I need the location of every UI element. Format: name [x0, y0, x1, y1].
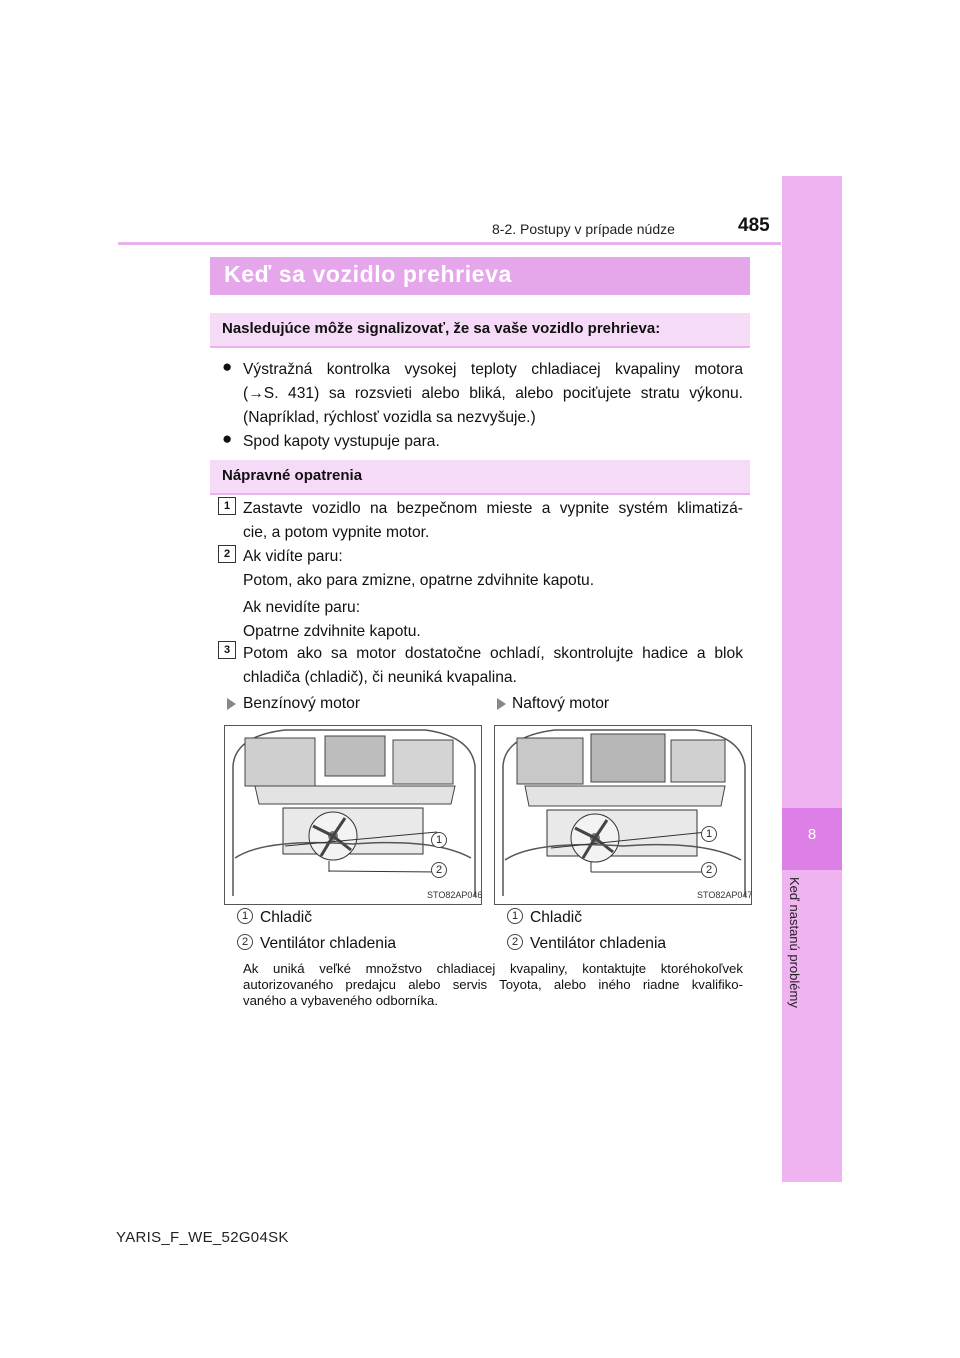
header-rule [118, 242, 781, 245]
engine-bay-illustration [495, 726, 751, 904]
step-3-line1: Potom ako sa motor dostatočne ochladí, skontrolujte hadice a blok [243, 645, 743, 662]
caption-arrow-icon [227, 698, 236, 710]
step-1-number: 1 [218, 497, 236, 515]
legend-left-radiator: Chladič [260, 909, 313, 926]
figure-left-caption: Benzínový motor [243, 695, 361, 712]
bullet2-text: Spod kapoty vystupuje para. [243, 433, 440, 450]
step-2-line1: Ak vidíte paru: [243, 548, 343, 565]
figure-gasoline-engine [224, 725, 482, 905]
step-2-line4: Opatrne zdvihnite kapotu. [243, 623, 421, 640]
figure-left-code: STO82AP046 [427, 890, 483, 900]
bullet1-line2: (→S. 431) sa rozsvieti alebo bliká, alebo pociťujete stratu výkonu. [243, 385, 743, 402]
remedy-heading: Nápravné opatrenia [222, 467, 363, 484]
chapter-number: 8 [807, 826, 817, 843]
note-line1: Ak uniká veľké množstvo chladiacej kvapaliny, kontaktujte ktoréhokoľvek [243, 961, 743, 976]
figure-diesel-engine [494, 725, 752, 905]
legend-left-fan: Ventilátor chladenia [260, 935, 397, 952]
step-1-line2: cie, a potom vypnite motor. [243, 524, 430, 541]
step-1-line1: Zastavte vozidlo na bezpečnom mieste a vypnite systém klimatizá- [243, 500, 743, 517]
callout-radiator-marker: 1 [701, 826, 717, 842]
legend-marker: 1 [237, 908, 253, 924]
legend-marker: 2 [237, 934, 253, 950]
section-label: 8-2. Postupy v prípade núdze [492, 221, 675, 237]
legend-right-fan: Ventilátor chladenia [530, 935, 667, 952]
step-2-line2: Potom, ako para zmizne, opatrne zdvihnite kapotu. [243, 572, 595, 589]
page-title: Keď sa vozidlo prehrieva [224, 261, 512, 287]
step-2-line3: Ak nevidíte paru: [243, 599, 361, 616]
step-3-line2: chladiča (chladič), či neuniká kvapalina. [243, 669, 517, 686]
figure-right-code: STO82AP047 [697, 890, 753, 900]
bullet1-line3: (Napríklad, rýchlosť vozidla sa nezvyšuje.) [243, 409, 536, 426]
note-line3: vaného a vybaveného odborníka. [243, 993, 439, 1008]
legend-right-radiator: Chladič [530, 909, 583, 926]
note-line2: autorizovaného predajcu alebo servis Toyota, alebo iného riadne kvalifiko- [243, 977, 743, 992]
figure-right-caption: Naftový motor [512, 695, 610, 712]
chapter-title: Keď nastanú problémy [787, 877, 802, 1008]
legend-marker: 1 [507, 908, 523, 924]
document-code: YARIS_F_WE_52G04SK [116, 1229, 289, 1246]
bullet1-line1: Výstražná kontrolka vysokej teploty chladiacej kvapaliny motora [243, 361, 743, 378]
step-3-number: 3 [218, 641, 236, 659]
signs-heading: Nasledujúce môže signalizovať, že sa vaše vozidlo prehrieva: [222, 320, 661, 337]
bullet-icon: ● [222, 429, 233, 448]
caption-arrow-icon [497, 698, 506, 710]
step-2-number: 2 [218, 545, 236, 563]
bullet-icon: ● [222, 357, 233, 376]
callout-radiator-marker: 1 [431, 832, 447, 848]
legend-marker: 2 [507, 934, 523, 950]
callout-fan-marker: 2 [701, 862, 717, 878]
callout-fan-marker: 2 [431, 862, 447, 878]
page-number: 485 [738, 215, 770, 236]
engine-bay-illustration [225, 726, 481, 904]
